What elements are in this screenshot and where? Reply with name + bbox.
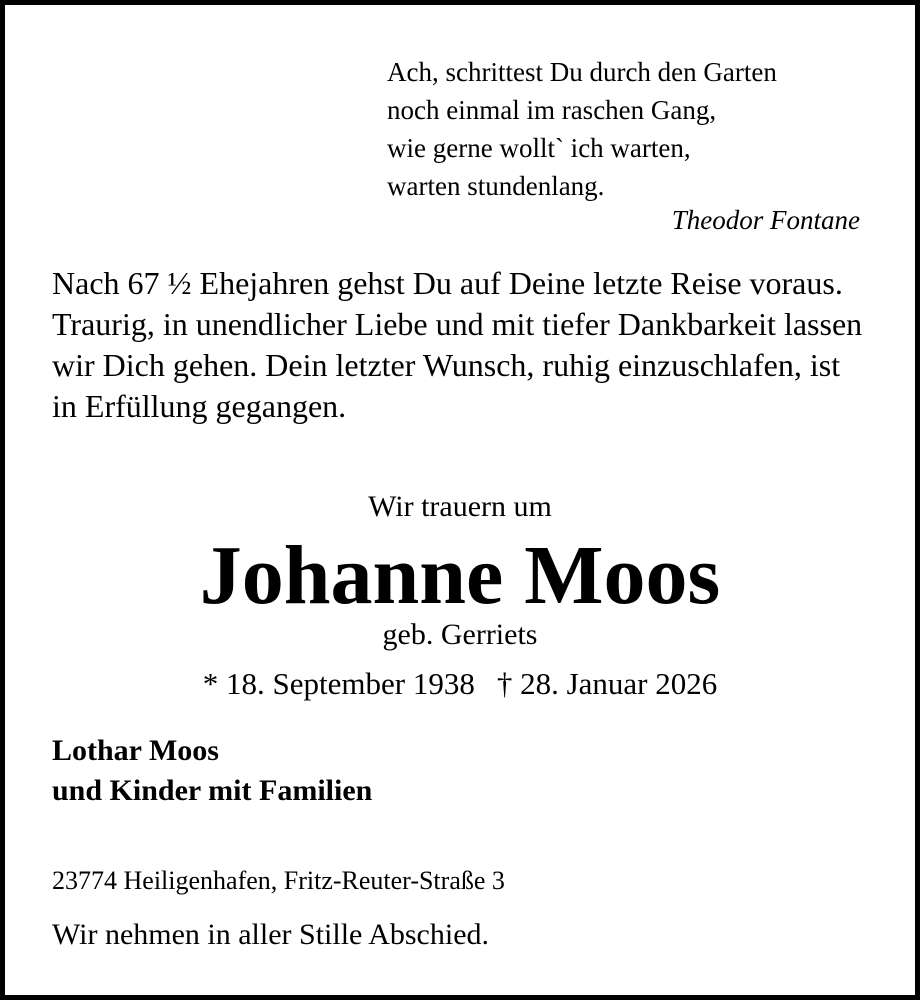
mourner-line: Lothar Moos xyxy=(52,734,219,767)
family-address: 23774 Heiligenhafen, Fritz-Reuter-Straße 3 xyxy=(52,866,505,895)
poem-author: Theodor Fontane xyxy=(671,205,860,235)
deceased-name: Johanne Moos xyxy=(199,529,721,622)
mourners-signature xyxy=(52,731,372,811)
mourn-heading: Wir trauern um xyxy=(368,490,552,523)
poem-line: Ach, schrittest Du durch den Garten xyxy=(387,57,777,87)
poem-line: wie gerne wollt` ich warten, xyxy=(387,133,691,163)
poem-line: warten stundenlang. xyxy=(387,171,605,201)
intro-paragraph: Nach 67 ½ Ehejahren gehst Du auf Deine letzte Reise voraus. xyxy=(52,265,843,301)
life-dates xyxy=(5,663,915,705)
birth-date: * 18. September 1938 xyxy=(202,666,475,701)
poem-quote xyxy=(387,53,777,205)
poem-line: noch einmal im raschen Gang, xyxy=(387,95,717,125)
farewell-note: Wir nehmen in aller Stille Abschied. xyxy=(52,918,490,951)
intro-paragraph: Traurig, in unendlicher Liebe und mit tiefer Dankbarkeit lassen wir Dich gehen. Dein letzter Wunsch, ruhig einzuschlafen, ist in Erfüllung gegangen. xyxy=(52,306,863,424)
mourner-line: und Kinder mit Familien xyxy=(52,774,373,807)
intro-text xyxy=(52,263,872,427)
maiden-name: geb. Gerriets xyxy=(382,618,538,651)
death-date: † 28. Januar 2026 xyxy=(496,666,718,701)
